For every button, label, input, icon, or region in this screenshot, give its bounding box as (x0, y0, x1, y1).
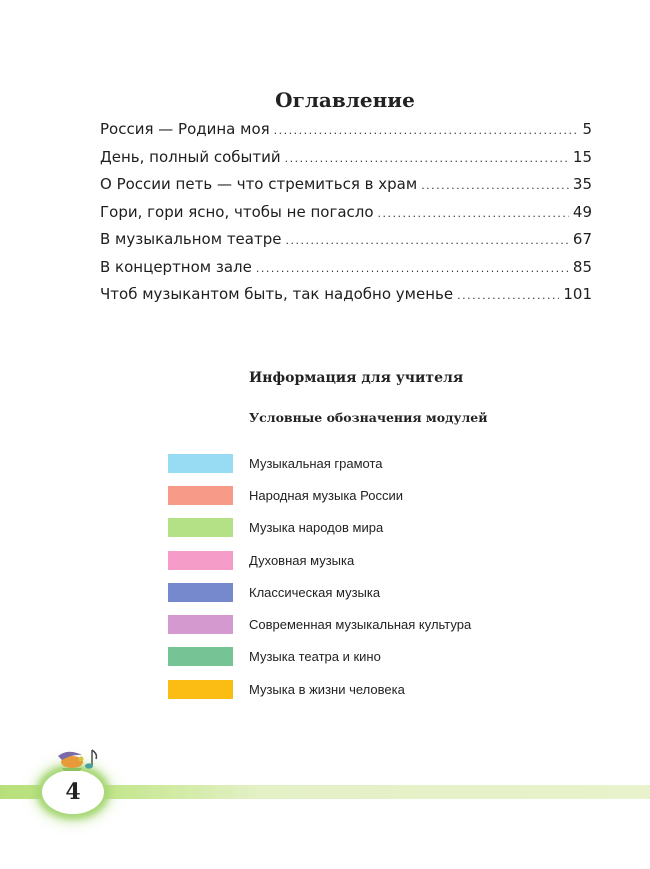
toc-item[interactable] (100, 148, 592, 176)
teacher-info-heading: Информация для учителя (249, 370, 464, 386)
dot-leader (421, 179, 569, 192)
dot-leader (378, 207, 569, 220)
toc-item-page: 49 (572, 202, 592, 221)
toc-item[interactable] (100, 285, 592, 313)
toc-title: Оглавление (275, 88, 415, 112)
toc-item-page: 5 (582, 120, 592, 138)
toc-item-title: О России петь — что стремиться в храм (100, 175, 418, 193)
toc-item-title: Гори, гори ясно, чтобы не погасло (100, 202, 374, 221)
color-swatch (168, 615, 233, 634)
toc-item[interactable] (100, 230, 592, 258)
legend-label: Музыка в жизни человека (249, 681, 405, 697)
color-swatch (168, 583, 233, 602)
dot-leader (457, 289, 559, 302)
legend-item (168, 447, 471, 479)
toc-item-page: 67 (572, 230, 592, 248)
color-swatch (168, 551, 233, 570)
color-swatch (168, 486, 233, 505)
color-swatch (168, 647, 233, 666)
toc-item[interactable] (100, 258, 592, 286)
color-swatch (168, 518, 233, 537)
legend-label: Современная музыкальная культура (249, 617, 472, 633)
module-legend-heading: Условные обозначения модулей (249, 410, 488, 425)
toc-item-title: День, полный событий (100, 147, 281, 166)
legend-label: Музыка народов мира (249, 520, 384, 536)
toc-item-title: В музыкальном театре (100, 230, 282, 248)
page-number-badge (42, 770, 104, 814)
legend-label: Классическая музыка (249, 584, 381, 600)
legend-label: Музыкальная грамота (249, 455, 383, 471)
legend-item (168, 544, 471, 576)
bird-with-music-note-icon (52, 746, 104, 774)
toc-item-page: 85 (572, 257, 592, 276)
legend-item (168, 479, 471, 511)
toc-item[interactable] (100, 175, 592, 203)
legend-label: Музыка театра и кино (249, 649, 381, 665)
module-legend (168, 447, 471, 705)
page-number: 4 (65, 779, 81, 805)
legend-item (168, 576, 471, 608)
toc-item-title: В концертном зале (100, 257, 252, 276)
dot-leader (256, 262, 569, 275)
legend-label: Народная музыка России (249, 487, 403, 503)
legend-item (168, 641, 471, 673)
toc-item-page: 15 (572, 147, 592, 166)
legend-item (168, 608, 471, 640)
toc-item[interactable] (100, 120, 592, 148)
toc-item-title: Чтоб музыкантом быть, так надобно уменье (100, 285, 454, 303)
dot-leader (285, 152, 569, 165)
color-swatch (168, 454, 233, 473)
toc-item-page: 35 (572, 175, 592, 193)
toc-item-title: Россия — Родина моя (100, 120, 270, 138)
legend-item (168, 673, 471, 705)
legend-label: Духовная музыка (249, 552, 355, 568)
table-of-contents (100, 120, 592, 313)
color-swatch (168, 680, 233, 699)
toc-item[interactable] (100, 203, 592, 231)
toc-item-page: 101 (563, 285, 592, 303)
dot-leader (285, 234, 568, 247)
legend-item (168, 512, 471, 544)
dot-leader (274, 124, 579, 137)
